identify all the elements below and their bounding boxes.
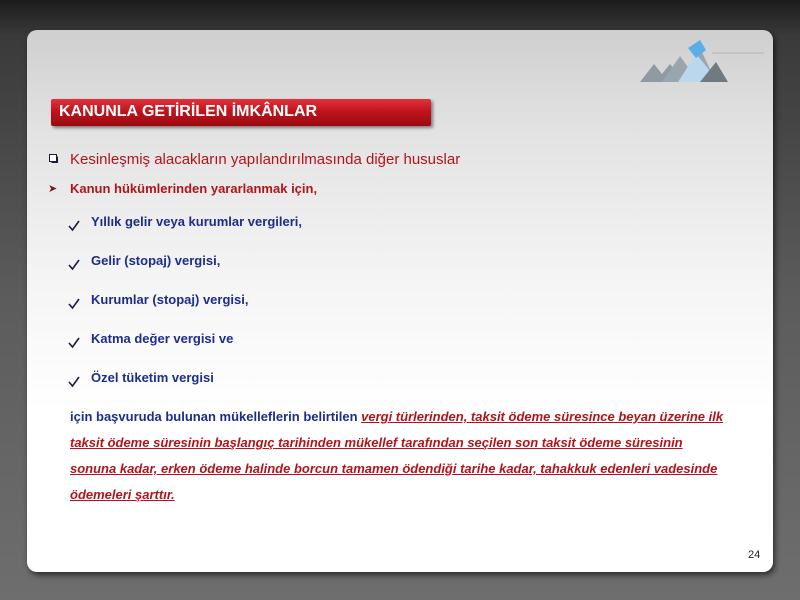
checkmark-icon <box>68 337 80 349</box>
tax-item: Kurumlar (stopaj) vergisi, <box>91 292 249 307</box>
paragraph-emphasis-text: vergi türlerinden, taksit ödeme süresince beyan üzerine ilk taksit ödeme süresinin başlangıç tarihinden mükellef tarafından seçilen son taksit ödeme süresinin sonuna kadar, erken ödeme halinde borcun tamamen ödendiği tarihe kadar, tahakkuk edenleri vadesinde ödemeleri şarttır. <box>70 409 724 502</box>
tax-item: Yıllık gelir veya kurumlar vergileri, <box>91 214 302 229</box>
checkmark-icon <box>68 298 80 310</box>
slide <box>27 30 773 572</box>
tax-item: Katma değer vergisi ve <box>91 331 234 346</box>
slide-title: KANUNLA GETİRİLEN İMKÂNLAR <box>59 103 318 120</box>
checkmark-icon <box>68 376 80 388</box>
checkmark-icon <box>68 259 80 271</box>
tax-item: Gelir (stopaj) vergisi, <box>91 253 221 268</box>
tax-item: Özel tüketim vergisi <box>91 370 214 385</box>
checkmark-icon <box>68 220 80 232</box>
arrow-bullet-icon: ➤ <box>48 183 58 195</box>
subheading-text: Kanun hükümlerinden yararlanmak için, <box>70 181 318 196</box>
heading-text: Kesinleşmiş alacakların yapılandırılmasında diğer hususlar <box>70 151 461 168</box>
paragraph-plain-text: için başvuruda bulunan mükelleflerin belirtilen <box>70 409 362 424</box>
slide-title-bar <box>51 99 431 126</box>
condition-paragraph <box>70 404 730 508</box>
mountain-logo-icon <box>640 38 770 84</box>
square-bullet-icon <box>49 154 58 163</box>
page-number: 24 <box>748 549 761 561</box>
